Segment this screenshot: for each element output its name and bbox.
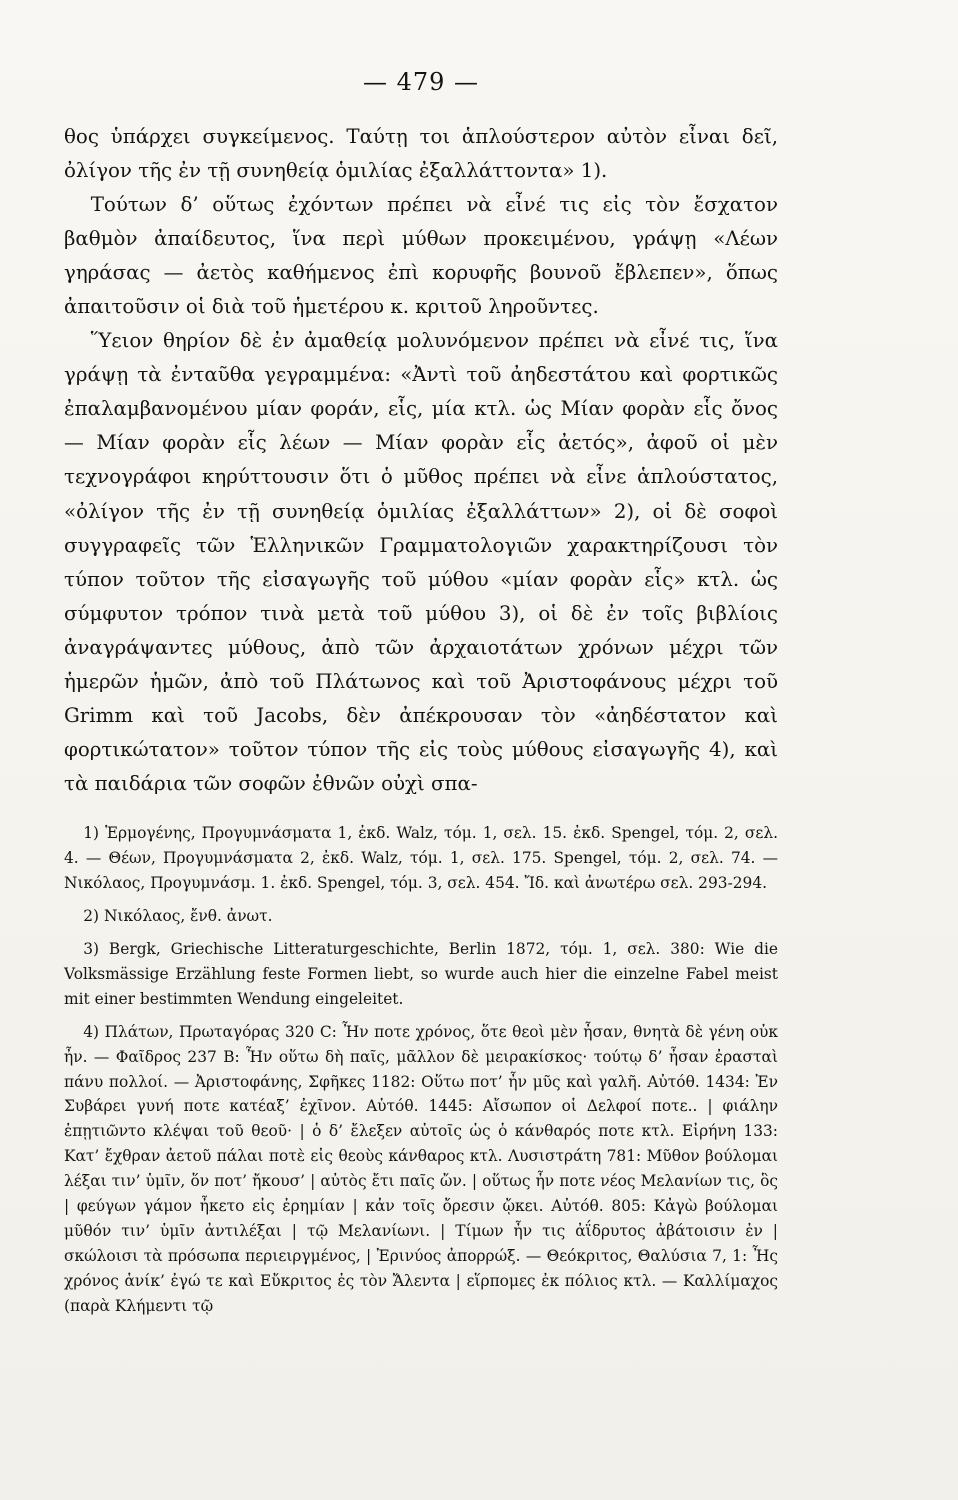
- paragraph-2: Τούτων δ’ οὕτως ἐχόντων πρέπει νὰ εἶνέ τις εἰς τὸν ἔσχατον βαθμὸν ἀπαίδευτος, ἵνα περὶ μύθων προκειμένου, γράψῃ «Λέων γηράσας — ἀετὸς καθήμενος ἐπὶ κορυφῆς βουνοῦ ἔβλεπεν», ὅπως ἀπαιτοῦσιν οἱ διὰ τοῦ ἡμετέρου κ. κριτοῦ ληροῦντες.: [64, 193, 778, 319]
- footnotes: [64, 821, 778, 1319]
- footnote-1: 1) Ἑρμογένης, Προγυμνάσματα 1, ἐκδ. Walz, τόμ. 1, σελ. 15. ἐκδ. Spengel, τόμ. 2, σελ. 4. — Θέων, Προγυμνάσματα 2, ἐκδ. Walz, τόμ. 1, σελ. 175. Spengel, τόμ. 2, σελ. 74. — Νικόλαος, Προγυμνάσμ. 1. ἐκδ. Spengel, τόμ. 3, σελ. 454. Ἴδ. καὶ ἀνωτέρω σελ. 293-294.: [64, 823, 778, 892]
- footnote-4: 4) Πλάτων, Πρωταγόρας 320 C: Ἦν ποτε χρόνος, ὅτε θεοὶ μὲν ἦσαν, θνητὰ δὲ γένη οὐκ ἦν. — Φαῖδρος 237 B: Ἦν οὕτω δὴ παῖς, μᾶλλον δὲ μειρακίσκος· τούτῳ δ’ ἦσαν ἐρασταὶ πάνυ πολλοί. — Ἀριστοφάνης, Σφῆκες 1182: Οὕτω ποτ’ ἦν μῦς καὶ γαλῆ. Αὐτόθ. 1434: Ἐν Συβάρει γυνή ποτε κατέαξ’ ἐχῖνον. Αὐτόθ. 1445: Αἴσωπον οἱ Δελφοί ποτε.. | φιάλην ἐπῃτιῶντο κλέψαι τοῦ θεοῦ· | ὁ δ’ ἔλεξεν αὐτοῖς ὡς ὁ κάνθαρός ποτε κτλ. Εἰρήνη 133: Κατ’ ἔχθραν ἀετοῦ πάλαι ποτὲ εἰς θεοὺς κάνθαρος κτλ. Λυσιστράτη 781: Μῦθον βούλομαι λέξαι τιν’ ὑμῖν, ὅν ποτ’ ἤκουσ’ | αὐτὸς ἔτι παῖς ὤν. | οὕτως ἦν ποτε νέος Μελανίων τις, ὃς | φεύγων γάμον ἦκετο εἰς ἐρημίαν | κἀν τοῖς ὄρεσιν ᾤκει. Αὐτόθ. 805: Κἀγὼ βούλομαι μῦθόν τιν’ ὑμῖν ἀντιλέξαι | τῷ Μελανίωνι. | Τίμων ἦν τις ἀΐδρυτος ἀβάτοισιν ἐν | σκώλοισι τὰ πρόσωπα περιειργμένος, | Ἐρινύος ἀπορρώξ. — Θεόκριτος, Θαλύσια 7, 1: Ἦς χρόνος ἁνίκ’ ἐγώ τε καὶ Εὔκριτος ἐς τὸν Ἄλεντα | εἵρπομες ἐκ πόλιος κτλ. — Καλλίμαχος (παρὰ Κλήμεντι τῷ: [64, 1022, 778, 1316]
- paragraph-1: θος ὑπάρχει συγκείμενος. Ταύτῃ τοι ἁπλούστερον αὐτὸν εἶναι δεῖ, ὀλίγον τῆς ἐν τῇ συνηθείᾳ ὁμιλίας ἐξαλλάττοντα» 1).: [64, 125, 778, 183]
- footnote-2: 2) Νικόλαος, ἔνθ. ἀνωτ.: [83, 906, 273, 925]
- page-number: — 479 —: [362, 68, 480, 96]
- footnote-3: 3) Bergk, Griechische Litteraturgeschichte, Berlin 1872, τόμ. 1, σελ. 380: Wie die Volksmässige Erzählung feste Formen liebt, so wurde auch hier die einzelne Fabel meist mit einer bestimmten Wendung eingeleitet.: [64, 939, 778, 1008]
- paragraph-3: Ὕειον θηρίον δὲ ἐν ἀμαθείᾳ μολυνόμενον πρέπει νὰ εἶνέ τις, ἵνα γράψῃ τὰ ἐνταῦθα γεγραμμένα: «Ἀντὶ τοῦ ἀηδεστάτου καὶ φορτικῶς ἐπαλαμβανομένου μίαν φοράν, εἷς, μία κτλ. ὡς Μίαν φορὰν εἷς ὄνος — Μίαν φορὰν εἷς λέων — Μίαν φορὰν εἷς ἀετός», ἀφοῦ οἱ μὲν τεχνογράφοι κηρύττουσιν ὅτι ὁ μῦθος πρέπει νὰ εἶνε ἁπλούστατος, «ὀλίγον τῆς ἐν τῇ συνηθείᾳ ὁμιλίας ἐξαλλάττων» 2), οἱ δὲ σοφοὶ συγγραφεῖς τῶν Ἑλληνικῶν Γραμματολογιῶν χαρακτηρίζουσι τὸν τύπον τοῦτον τῆς εἰσαγωγῆς τοῦ μύθου «μίαν φορὰν εἷς» κτλ. ὡς σύμφυτον τρόπον τινὰ μετὰ τοῦ μύθου 3), οἱ δὲ ἐν τοῖς βιβλίοις ἀναγράψαντες μύθους, ἀπὸ τῶν ἀρχαιοτάτων χρόνων μέχρι τῶν ἡμερῶν ἡμῶν, ἀπὸ τοῦ Πλάτωνος καὶ τοῦ Ἀριστοφάνους μέχρι τοῦ Grimm καὶ τοῦ Jacobs, δὲν ἀπέκρουσαν τὸν «ἀηδέστατον καὶ φορτικώτατον» τοῦτον τύπον τῆς εἰς τοὺς μύθους εἰσαγωγῆς 4), καὶ τὰ παιδάρια τῶν σοφῶν ἐθνῶν οὐχὶ σπα-: [64, 329, 778, 795]
- main-text: [64, 120, 778, 801]
